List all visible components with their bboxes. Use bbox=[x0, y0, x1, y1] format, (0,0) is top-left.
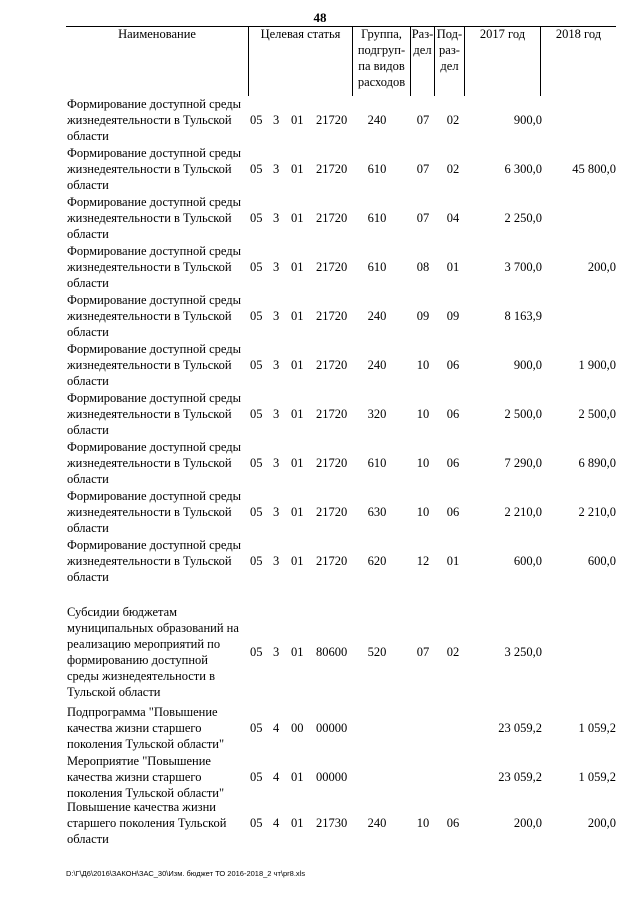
cell-c2: 3 bbox=[273, 505, 280, 519]
row-name bbox=[67, 537, 247, 585]
cell-podrazdel: 01 bbox=[446, 260, 460, 274]
row-name-line: Повышение качества жизни bbox=[67, 800, 216, 814]
cell-c3: 01 bbox=[291, 505, 304, 519]
header-2018: 2018 год bbox=[540, 26, 616, 96]
cell-c2: 3 bbox=[273, 162, 280, 176]
header-podrazdel: Под- раз- дел bbox=[434, 26, 464, 96]
cell-y2018: 45 800,0 bbox=[572, 162, 616, 176]
cell-razdel: 07 bbox=[416, 113, 430, 127]
row-name bbox=[67, 390, 247, 438]
row-name-line: Мероприятие "Повышение bbox=[67, 754, 211, 768]
cell-c4: 00000 bbox=[316, 721, 348, 735]
cell-c1: 05 bbox=[250, 456, 263, 470]
row-name-line: Тульской области bbox=[67, 685, 161, 699]
cell-y2017: 600,0 bbox=[513, 554, 542, 568]
cell-c3: 01 bbox=[291, 260, 304, 274]
row-name-line: Формирование доступной среды bbox=[67, 391, 242, 405]
row-name-line: формированию доступной bbox=[67, 653, 208, 667]
row-name-line: области bbox=[67, 521, 109, 535]
cell-group: 520 bbox=[367, 645, 387, 659]
cell-y2017: 23 059,2 bbox=[498, 721, 542, 735]
cell-c2: 3 bbox=[273, 554, 280, 568]
cell-c1: 05 bbox=[250, 162, 263, 176]
cell-c1: 05 bbox=[250, 309, 263, 323]
cell-razdel: 09 bbox=[416, 309, 430, 323]
row-name-line: жизнедеятельности в Тульской bbox=[67, 162, 232, 176]
cell-podrazdel: 09 bbox=[446, 309, 460, 323]
row-name-line: Формирование доступной среды bbox=[67, 97, 242, 111]
cell-c4: 21720 bbox=[316, 309, 348, 323]
cell-c1: 05 bbox=[250, 816, 263, 830]
row-name-line: Формирование доступной среды bbox=[67, 538, 242, 552]
cell-c4: 21720 bbox=[316, 407, 348, 421]
cell-c4: 80600 bbox=[316, 645, 348, 659]
cell-c3: 01 bbox=[291, 309, 304, 323]
cell-podrazdel: 06 bbox=[446, 816, 460, 830]
cell-y2018: 6 890,0 bbox=[578, 456, 616, 470]
cell-c3: 01 bbox=[291, 554, 304, 568]
row-name-line: старшего поколения Тульской bbox=[67, 816, 227, 830]
cell-c1: 05 bbox=[250, 721, 263, 735]
cell-y2017: 6 300,0 bbox=[504, 162, 542, 176]
cell-y2017: 2 210,0 bbox=[504, 505, 542, 519]
cell-c2: 3 bbox=[273, 211, 280, 225]
cell-podrazdel: 04 bbox=[446, 211, 460, 225]
cell-c1: 05 bbox=[250, 645, 263, 659]
cell-c4: 21720 bbox=[316, 505, 348, 519]
cell-c4: 21720 bbox=[316, 113, 348, 127]
cell-razdel: 10 bbox=[416, 816, 430, 830]
cell-razdel: 07 bbox=[416, 645, 430, 659]
row-name bbox=[67, 341, 247, 389]
row-name bbox=[67, 753, 247, 801]
cell-c4: 21720 bbox=[316, 358, 348, 372]
row-name-line: области bbox=[67, 178, 109, 192]
row-name-line: Подпрограмма "Повышение bbox=[67, 705, 218, 719]
cell-y2017: 8 163,9 bbox=[504, 309, 542, 323]
row-name-line: области bbox=[67, 325, 109, 339]
cell-podrazdel: 01 bbox=[446, 554, 460, 568]
cell-group: 610 bbox=[367, 211, 387, 225]
row-name-line: области bbox=[67, 374, 109, 388]
cell-c1: 05 bbox=[250, 211, 263, 225]
row-name-line: жизнедеятельности в Тульской bbox=[67, 505, 232, 519]
cell-razdel: 10 bbox=[416, 407, 430, 421]
cell-c4: 21730 bbox=[316, 816, 348, 830]
cell-podrazdel: 02 bbox=[446, 162, 460, 176]
row-name-line: области bbox=[67, 227, 109, 241]
cell-podrazdel: 06 bbox=[446, 456, 460, 470]
row-name bbox=[67, 243, 247, 291]
cell-razdel: 07 bbox=[416, 162, 430, 176]
cell-c4: 00000 bbox=[316, 770, 348, 784]
row-name-line: реализацию мероприятий по bbox=[67, 637, 221, 651]
cell-c4: 21720 bbox=[316, 554, 348, 568]
header-target: Целевая статья bbox=[248, 26, 352, 96]
cell-c1: 05 bbox=[250, 407, 263, 421]
row-name-line: области bbox=[67, 276, 109, 290]
cell-c2: 4 bbox=[273, 816, 280, 830]
row-name-line: Формирование доступной среды bbox=[67, 146, 242, 160]
cell-razdel: 08 bbox=[416, 260, 430, 274]
row-name-line: Формирование доступной среды bbox=[67, 342, 242, 356]
cell-y2018: 200,0 bbox=[587, 260, 616, 274]
cell-group: 240 bbox=[367, 113, 387, 127]
row-name-line: области bbox=[67, 129, 109, 143]
cell-c4: 21720 bbox=[316, 162, 348, 176]
row-name-line: Субсидии бюджетам bbox=[67, 605, 178, 619]
row-name-line: Формирование доступной среды bbox=[67, 293, 242, 307]
cell-c2: 3 bbox=[273, 407, 280, 421]
cell-c3: 01 bbox=[291, 816, 304, 830]
cell-y2018: 1 059,2 bbox=[578, 770, 616, 784]
cell-c3: 01 bbox=[291, 113, 304, 127]
cell-c2: 4 bbox=[273, 770, 280, 784]
file-path-footer: D:\Г\Д6\2016\ЗАКОН\ЗАС_30\Изм. бюджет ТО 2016-2018_2 чт\pr8.xls bbox=[66, 869, 306, 878]
cell-c4: 21720 bbox=[316, 211, 348, 225]
row-name-line: области bbox=[67, 570, 109, 584]
cell-c3: 01 bbox=[291, 456, 304, 470]
row-name-line: жизнедеятельности в Тульской bbox=[67, 260, 232, 274]
cell-c2: 3 bbox=[273, 309, 280, 323]
row-name bbox=[67, 799, 247, 847]
cell-c4: 21720 bbox=[316, 260, 348, 274]
cell-y2018: 1 059,2 bbox=[578, 721, 616, 735]
cell-c1: 05 bbox=[250, 505, 263, 519]
row-name-line: жизнедеятельности в Тульской bbox=[67, 554, 232, 568]
cell-c3: 01 bbox=[291, 407, 304, 421]
cell-razdel: 12 bbox=[416, 554, 430, 568]
row-name-line: жизнедеятельности в Тульской bbox=[67, 456, 232, 470]
cell-y2018: 2 500,0 bbox=[578, 407, 616, 421]
header-group: Группа, подгруп- па видов расходов bbox=[352, 26, 410, 96]
cell-c1: 05 bbox=[250, 554, 263, 568]
row-name-line: жизнедеятельности в Тульской bbox=[67, 211, 232, 225]
row-name-line: жизнедеятельности в Тульской bbox=[67, 358, 232, 372]
cell-c2: 3 bbox=[273, 113, 280, 127]
cell-c2: 3 bbox=[273, 456, 280, 470]
cell-c2: 3 bbox=[273, 260, 280, 274]
cell-c3: 01 bbox=[291, 645, 304, 659]
cell-y2017: 3 700,0 bbox=[504, 260, 542, 274]
cell-group: 240 bbox=[367, 309, 387, 323]
cell-y2018: 1 900,0 bbox=[578, 358, 616, 372]
row-name-line: поколения Тульской области" bbox=[67, 786, 225, 800]
row-name-line: Формирование доступной среды bbox=[67, 195, 242, 209]
cell-c1: 05 bbox=[250, 358, 263, 372]
cell-podrazdel: 02 bbox=[446, 113, 460, 127]
cell-c2: 3 bbox=[273, 645, 280, 659]
cell-y2017: 3 250,0 bbox=[504, 645, 542, 659]
row-name-line: области bbox=[67, 832, 109, 846]
row-name bbox=[67, 488, 247, 536]
row-name-line: области bbox=[67, 472, 109, 486]
cell-y2018: 2 210,0 bbox=[578, 505, 616, 519]
cell-c2: 4 bbox=[273, 721, 280, 735]
cell-group: 610 bbox=[367, 260, 387, 274]
cell-razdel: 07 bbox=[416, 211, 430, 225]
cell-podrazdel: 06 bbox=[446, 407, 460, 421]
header-name: Наименование bbox=[118, 27, 196, 41]
page-number: 48 bbox=[313, 10, 327, 25]
cell-group: 630 bbox=[367, 505, 387, 519]
cell-y2017: 23 059,2 bbox=[498, 770, 542, 784]
row-name-line: области bbox=[67, 423, 109, 437]
cell-razdel: 10 bbox=[416, 456, 430, 470]
cell-y2017: 2 250,0 bbox=[504, 211, 542, 225]
row-name-line: качества жизни старшего bbox=[67, 770, 202, 784]
cell-podrazdel: 02 bbox=[446, 645, 460, 659]
cell-y2018: 200,0 bbox=[587, 816, 616, 830]
cell-y2017: 200,0 bbox=[513, 816, 542, 830]
row-name-line: жизнедеятельности в Тульской bbox=[67, 309, 232, 323]
row-name-line: жизнедеятельности в Тульской bbox=[67, 113, 232, 127]
row-name bbox=[67, 604, 247, 700]
row-name-line: качества жизни старшего bbox=[67, 721, 202, 735]
cell-c3: 01 bbox=[291, 770, 304, 784]
cell-podrazdel: 06 bbox=[446, 505, 460, 519]
cell-group: 240 bbox=[367, 816, 387, 830]
row-name-line: Формирование доступной среды bbox=[67, 489, 242, 503]
row-name bbox=[67, 439, 247, 487]
row-name-line: Формирование доступной среды bbox=[67, 244, 242, 258]
cell-c3: 01 bbox=[291, 358, 304, 372]
row-name bbox=[67, 96, 247, 144]
cell-razdel: 10 bbox=[416, 505, 430, 519]
cell-y2017: 7 290,0 bbox=[504, 456, 542, 470]
cell-y2017: 2 500,0 bbox=[504, 407, 542, 421]
cell-c1: 05 bbox=[250, 260, 263, 274]
table-header bbox=[66, 26, 616, 96]
cell-c4: 21720 bbox=[316, 456, 348, 470]
cell-c3: 00 bbox=[291, 721, 304, 735]
row-name bbox=[67, 194, 247, 242]
row-name bbox=[67, 145, 247, 193]
row-name-line: поколения Тульской области" bbox=[67, 737, 225, 751]
cell-razdel: 10 bbox=[416, 358, 430, 372]
row-name-line: муниципальных образований на bbox=[67, 621, 239, 635]
cell-y2018: 600,0 bbox=[587, 554, 616, 568]
cell-y2017: 900,0 bbox=[513, 358, 542, 372]
row-name bbox=[67, 704, 247, 752]
cell-group: 610 bbox=[367, 456, 387, 470]
cell-group: 240 bbox=[367, 358, 387, 372]
cell-c1: 05 bbox=[250, 770, 263, 784]
cell-group: 320 bbox=[367, 407, 387, 421]
cell-group: 610 bbox=[367, 162, 387, 176]
row-name-line: жизнедеятельности в Тульской bbox=[67, 407, 232, 421]
cell-y2017: 900,0 bbox=[513, 113, 542, 127]
row-name bbox=[67, 292, 247, 340]
header-2017: 2017 год bbox=[464, 26, 540, 96]
cell-c2: 3 bbox=[273, 358, 280, 372]
header-razdel: Раз- дел bbox=[410, 26, 434, 96]
cell-c1: 05 bbox=[250, 113, 263, 127]
cell-c3: 01 bbox=[291, 211, 304, 225]
cell-podrazdel: 06 bbox=[446, 358, 460, 372]
row-name-line: Формирование доступной среды bbox=[67, 440, 242, 454]
row-name-line: среды жизнедеятельности в bbox=[67, 669, 215, 683]
cell-c3: 01 bbox=[291, 162, 304, 176]
cell-group: 620 bbox=[367, 554, 387, 568]
